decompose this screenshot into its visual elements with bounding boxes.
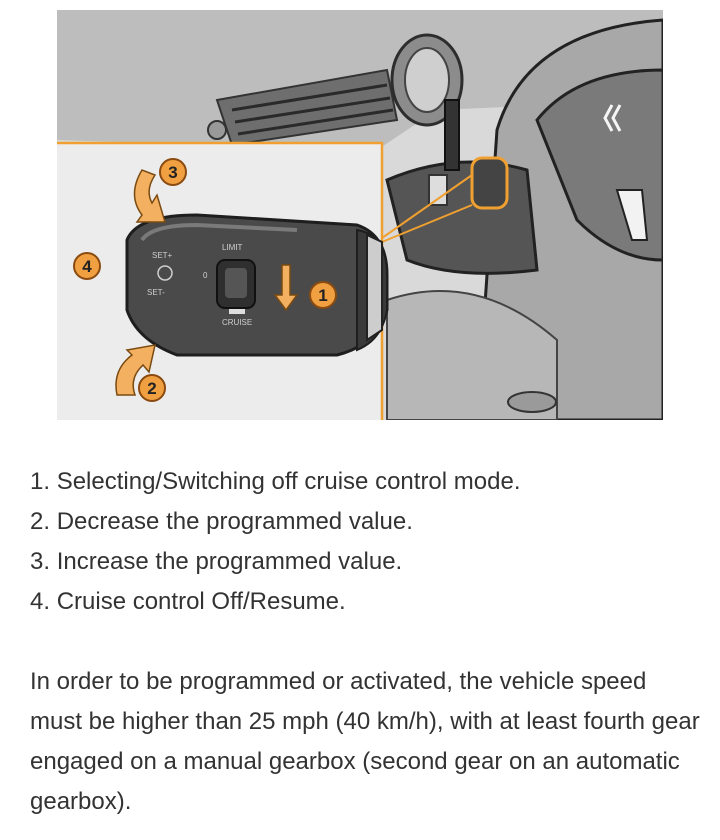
list-item-number: 2. [30,508,51,535]
stalk-label-set-plus: SET+ [152,251,173,260]
callout-4 [74,253,100,279]
callout-2 [139,375,165,401]
stalk-label-resume: 0 [203,271,208,280]
ignition-knob [508,392,556,412]
list-item [30,542,520,582]
cruise-control-drawing [57,10,663,420]
list-item-text: Increase the programmed value. [56,548,403,575]
list-item-text: Cruise control Off/Resume. [56,588,346,615]
callout-2-label: 2 [147,379,157,398]
cruise-control-stalk [127,215,387,355]
callout-4-label: 4 [82,257,92,276]
activation-paragraph: In order to be programmed or activated, the vehicle speed must be higher than 25 mph (40 km/h), with at least fourth gear engaged on a manual gearbox (second gear on an automatic gearbox). [30,668,700,815]
callout-3-label: 3 [168,163,178,182]
stalk-highlight [472,158,507,208]
callout-1-label: 1 [318,286,328,305]
list-item-text: Selecting/Switching off cruise control mode. [56,468,521,495]
list-item [30,502,520,542]
stalk-label-limit: LIMIT [222,243,243,252]
instruction-list [30,462,520,622]
list-item-number: 3. [30,548,51,575]
callout-1 [310,282,336,308]
stalk-label-set-minus: SET- [147,288,165,297]
list-item-number: 4. [30,588,51,615]
cruise-control-illustration [57,10,663,420]
list-item [30,582,520,622]
callout-3 [160,159,186,185]
stalk-label-cruise: CRUISE [222,318,253,327]
list-item-number: 1. [30,468,51,495]
list-item-text: Decrease the programmed value. [56,508,413,535]
list-item [30,462,520,502]
